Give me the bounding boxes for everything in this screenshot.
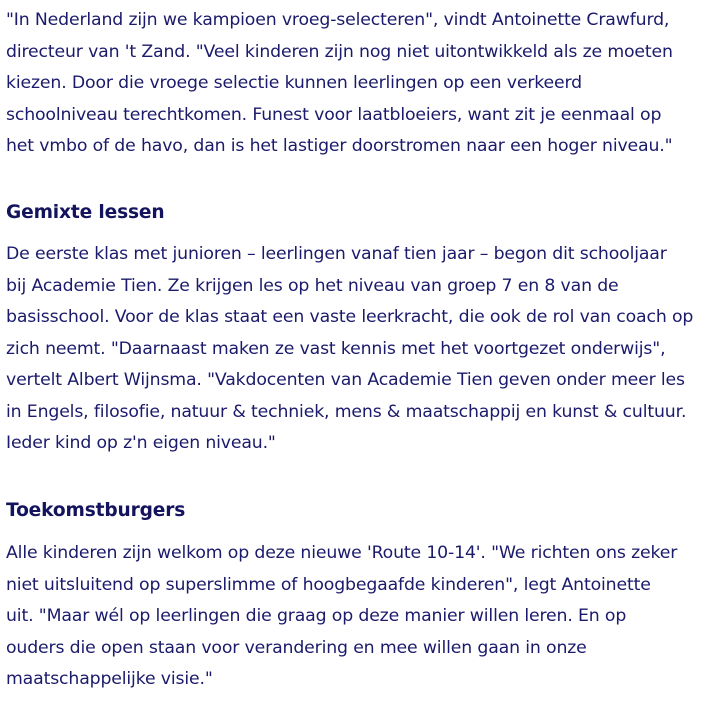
- section-heading-toekomstburgers: Toekomstburgers: [6, 500, 186, 521]
- paragraph-line: maatschappelijke visie.": [6, 669, 213, 689]
- paragraph-line: schoolniveau terechtkomen. Funest voor laatbloeiers, want zit je eenmaal op: [6, 104, 662, 125]
- paragraph-line: basisschool. Voor de klas staat een vaste leerkracht, die ook de rol van coach op: [6, 307, 694, 327]
- paragraph-line: kiezen. Door die vroege selectie kunnen leerlingen op een verkeerd: [6, 73, 582, 93]
- paragraph-line: Ieder kind op z'n eigen niveau.": [6, 433, 276, 453]
- paragraph-line: bij Academie Tien. Ze krijgen les op het niveau van groep 7 en 8 van de: [6, 275, 619, 296]
- paragraph-line: vertelt Albert Wijnsma. "Vakdocenten van Academie Tien geven onder meer les: [6, 370, 685, 390]
- paragraph-line: het vmbo of de havo, dan is het lastiger doorstromen naar een hoger niveau.": [6, 136, 673, 156]
- paragraph-line: De eerste klas met junioren – leerlingen vanaf tien jaar – begon dit schooljaar: [6, 244, 667, 264]
- paragraph-line: uit. "Maar wél op leerlingen die graag op deze manier willen leren. En op: [6, 606, 627, 626]
- paragraph-line: ouders die open staan voor verandering en mee willen gaan in onze: [6, 637, 587, 658]
- toekomstburgers-paragraph: [6, 538, 677, 696]
- paragraph-line: Alle kinderen zijn welkom op deze nieuwe 'Route 10-14'. "We richten ons zeker: [6, 543, 678, 563]
- paragraph-line: in Engels, filosofie, natuur & techniek, mens & maatschappij en kunst & cultuur.: [6, 401, 687, 422]
- intro-paragraph: [6, 5, 673, 163]
- paragraph-line: zich neemt. "Daarnaast maken ze vast kennis met het voortgezet onderwijs",: [6, 338, 666, 359]
- paragraph-line: niet uitsluitend op superslimme of hoogbegaafde kinderen", legt Antoinette: [6, 574, 651, 595]
- section-heading-gemixte-lessen: Gemixte lessen: [6, 202, 165, 223]
- paragraph-line: directeur van 't Zand. "Veel kinderen zijn nog niet uitontwikkeld als ze moeten: [6, 41, 673, 62]
- paragraph-line: "In Nederland zijn we kampioen vroeg-selecteren", vindt Antoinette Crawfurd,: [6, 10, 670, 30]
- gemixte-lessen-paragraph: [6, 239, 693, 460]
